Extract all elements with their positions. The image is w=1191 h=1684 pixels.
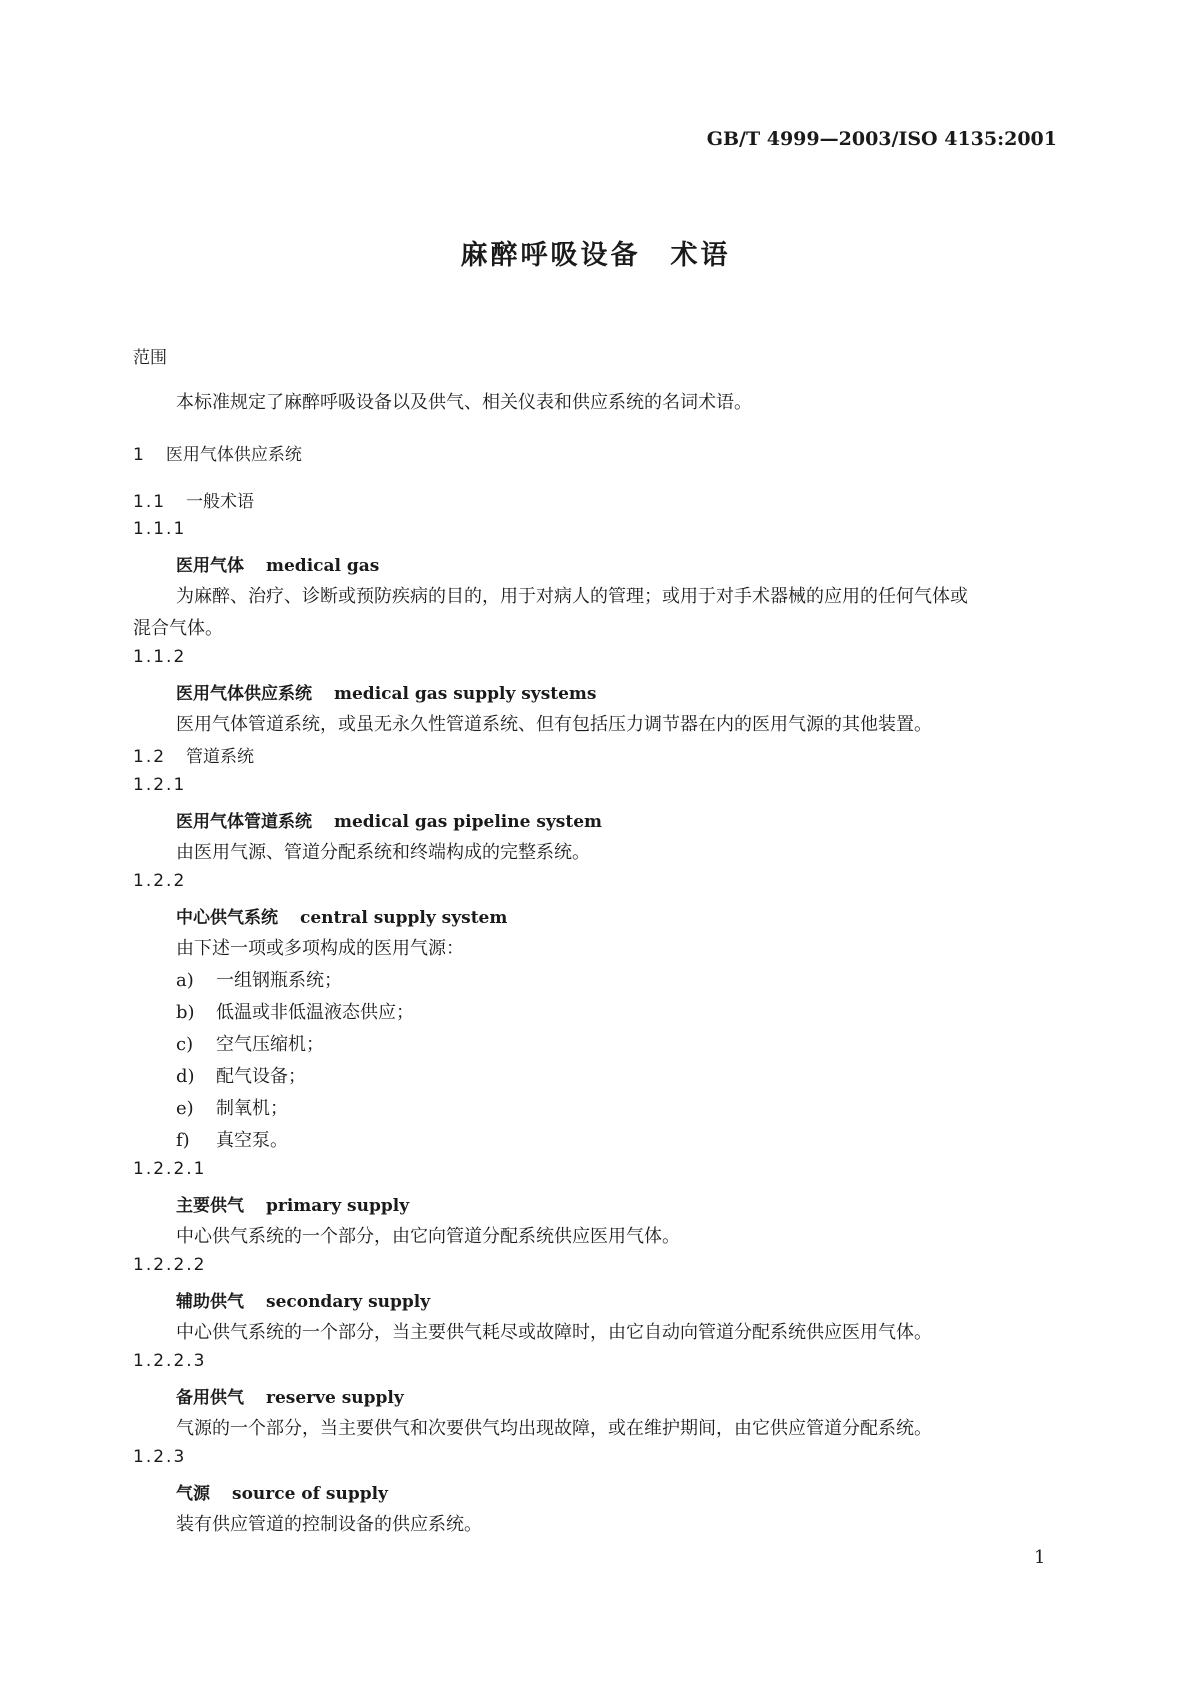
list-item — [176, 1094, 288, 1120]
term-number: 1.1.2 — [133, 647, 187, 667]
list-text: 制氧机； — [216, 1098, 288, 1119]
term-cn: 医用气体供应系统 — [176, 684, 312, 704]
term-heading — [176, 807, 602, 832]
term-number: 1.2.3 — [133, 1447, 187, 1467]
term-en: primary supply — [266, 1196, 410, 1216]
list-text: 低温或非低温液态供应； — [216, 1002, 414, 1023]
term-number: 1.2.2.2 — [133, 1255, 207, 1275]
title-sub: 术语 — [670, 240, 731, 271]
scope-heading: 范围 — [133, 348, 167, 368]
term-definition: 医用气体管道系统，或虽无永久性管道系统、但有包括压力调节器在内的医用气源的其他装置。 — [176, 714, 932, 735]
list-marker: e) — [176, 1098, 194, 1119]
section-number: 1 — [133, 445, 144, 465]
section-title: 管道系统 — [186, 747, 255, 767]
list-marker: f) — [176, 1130, 190, 1151]
section-1-heading — [133, 440, 302, 465]
term-heading — [176, 1287, 430, 1312]
term-cn: 备用供气 — [176, 1388, 244, 1408]
document-title — [0, 233, 1191, 272]
term-number: 1.1.1 — [133, 519, 187, 539]
list-marker: d) — [176, 1066, 195, 1087]
list-text: 配气设备； — [216, 1066, 306, 1087]
term-en: secondary supply — [266, 1292, 431, 1312]
term-definition: 装有供应管道的控制设备的供应系统。 — [176, 1514, 482, 1535]
list-item — [176, 966, 342, 992]
term-en: central supply system — [300, 908, 508, 928]
term-number: 1.2.2.3 — [133, 1351, 207, 1371]
list-marker: b) — [176, 1002, 195, 1023]
term-number: 1.2.1 — [133, 775, 187, 795]
list-marker: a) — [176, 970, 194, 991]
term-definition: 中心供气系统的一个部分，由它向管道分配系统供应医用气体。 — [176, 1226, 680, 1247]
term-heading — [176, 679, 597, 704]
term-definition: 由医用气源、管道分配系统和终端构成的完整系统。 — [176, 842, 590, 863]
term-heading — [176, 1479, 388, 1504]
term-definition: 由下述一项或多项构成的医用气源： — [176, 938, 464, 959]
term-definition: 气源的一个部分，当主要供气和次要供气均出现故障，或在维护期间，由它供应管道分配系统。 — [176, 1418, 932, 1439]
term-en: medical gas pipeline system — [334, 812, 603, 832]
title-main: 麻醉呼吸设备 — [460, 240, 641, 271]
section-number: 1.1 — [133, 492, 167, 512]
term-definition: 中心供气系统的一个部分，当主要供气耗尽或故障时，由它自动向管道分配系统供应医用气体。 — [176, 1322, 932, 1343]
term-heading — [176, 1191, 409, 1216]
section-title: 医用气体供应系统 — [165, 445, 302, 465]
term-cn: 辅助供气 — [176, 1292, 244, 1312]
section-title: 一般术语 — [186, 492, 255, 512]
term-number: 1.2.2 — [133, 871, 187, 891]
term-heading — [176, 1383, 404, 1408]
term-definition: 为麻醉、治疗、诊断或预防疾病的目的，用于对病人的管理；或用于对手术器械的应用的任何气体或 — [176, 586, 968, 607]
list-item — [176, 998, 414, 1024]
page-number: 1 — [1034, 1547, 1046, 1568]
term-number: 1.2.2.1 — [133, 1159, 207, 1179]
term-cn: 中心供气系统 — [176, 908, 278, 928]
standard-number: GB/T 4999—2003/ISO 4135:2001 — [706, 128, 1057, 150]
term-en: medical gas — [266, 556, 380, 576]
term-heading — [176, 551, 379, 576]
term-definition-cont: 混合气体。 — [133, 618, 223, 639]
term-cn: 主要供气 — [176, 1196, 244, 1216]
list-item — [176, 1062, 306, 1088]
scope-text: 本标准规定了麻醉呼吸设备以及供气、相关仪表和供应系统的名词术语。 — [176, 392, 752, 413]
term-cn: 医用气体管道系统 — [176, 812, 312, 832]
list-item — [176, 1030, 324, 1056]
term-cn: 医用气体 — [176, 556, 244, 576]
term-en: medical gas supply systems — [334, 684, 597, 704]
term-heading — [176, 903, 507, 928]
section-number: 1.2 — [133, 747, 167, 767]
term-cn: 气源 — [176, 1484, 210, 1504]
list-text: 一组钢瓶系统； — [216, 970, 342, 991]
section-1-2-heading — [133, 742, 254, 767]
list-text: 真空泵。 — [216, 1130, 288, 1151]
section-1-1-heading — [133, 487, 254, 512]
list-marker: c) — [176, 1034, 194, 1055]
term-en: reserve supply — [266, 1388, 404, 1408]
list-item — [176, 1126, 288, 1152]
list-text: 空气压缩机； — [216, 1034, 324, 1055]
term-en: source of supply — [232, 1484, 388, 1504]
